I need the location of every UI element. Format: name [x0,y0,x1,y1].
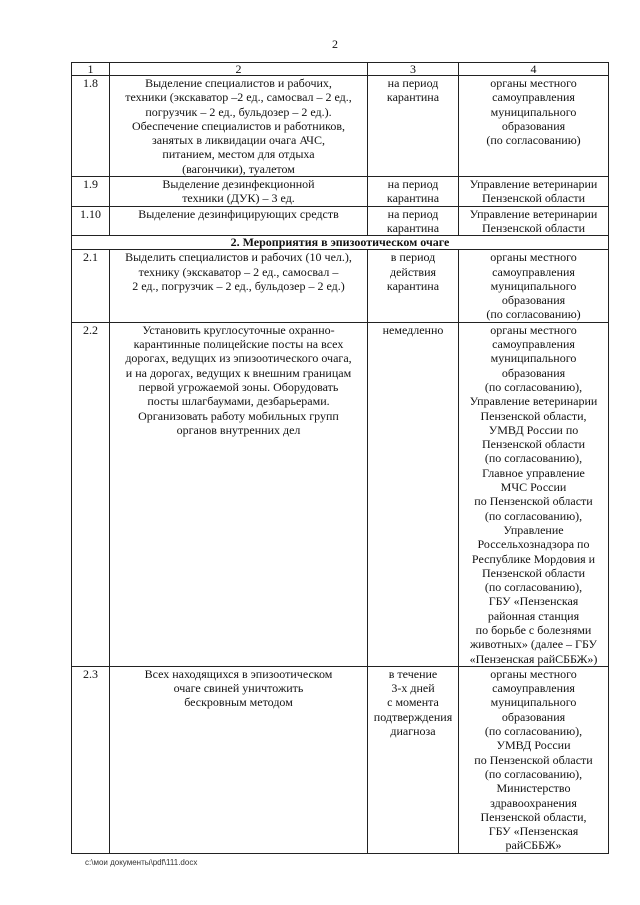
row-term: на период карантина [368,206,459,236]
row-action: Выделение дезинфекционной техники (ДУК) – 3 ед. [110,177,368,207]
row-action: Установить круглосуточные охранно- карантинные полицейские посты на всех дорогах, ведущих из эпизоотического очага, и на дорогах, ведущих к внешним границам первой угрожаемой зоны. Оборудовать посты шлагбаумами, дезбарьерами. Организовать работу мобильных групп органов внутренних дел [110,322,368,666]
row-action: Выделить специалистов и рабочих (10 чел.), технику (экскаватор – 2 ед., самосвал – 2 ед., погрузчик – 2 ед., бульдозер – 2 ед.) [110,250,368,322]
row-action: Выделение специалистов и рабочих, техники (экскаватор –2 ед., самосвал – 2 ед., погрузчик – 2 ед., бульдозер – 2 ед.). Обеспечение специалистов и работников, занятых в ликвидации очага АЧС, питанием, местом для отдыха (вагончики), туалетом [110,76,368,177]
row-term: в течение 3-х дней с момента подтверждения диагноза [368,666,459,853]
table-row [72,666,609,853]
header-col-1: 1 [72,63,110,76]
table-row [72,322,609,666]
row-number: 2.2 [72,322,110,666]
row-responsible: Управление ветеринарии Пензенской области [459,177,609,207]
row-term: в период действия карантина [368,250,459,322]
row-responsible: органы местного самоуправления муниципального образования (по согласованию), УМВД России по Пензенской области (по согласованию), Министерство здравоохранения Пензенской области, ГБУ «Пензенская райСББЖ» [459,666,609,853]
row-number: 1.8 [72,76,110,177]
row-action: Выделение дезинфицирующих средств [110,206,368,236]
section-title: 2. Мероприятия в эпизоотическом очаге [72,236,609,250]
row-action: Всех находящихся в эпизоотическом очаге свиней уничтожить бескровным методом [110,666,368,853]
header-col-2: 2 [110,63,368,76]
section-row [72,236,609,250]
measures-table [71,62,609,854]
table-row [72,250,609,322]
footer-file-path: c:\мои документы\pdf\111.docx [85,858,198,867]
row-responsible: органы местного самоуправления муниципального образования (по согласованию), Управление ветеринарии Пензенской области, УМВД России по Пензенской области (по согласованию), Главное управление МЧС России по Пензенской области (по согласованию), Управление Россельхознадзора по Республике Мордовия и Пензенской области (по согласованию), ГБУ «Пензенская районная станция по борьбе с болезнями животных» (далее – ГБУ «Пензенская райСББЖ») [459,322,609,666]
row-number: 2.3 [72,666,110,853]
header-row [72,63,609,76]
table-row [72,76,609,177]
header-col-3: 3 [368,63,459,76]
table-row [72,206,609,236]
table-row [72,177,609,207]
row-term: немедленно [368,322,459,666]
page-number: 2 [332,37,338,51]
header-col-4: 4 [459,63,609,76]
row-number: 1.10 [72,206,110,236]
row-responsible: органы местного самоуправления муниципального образования (по согласованию) [459,76,609,177]
row-number: 1.9 [72,177,110,207]
row-term: на период карантина [368,76,459,177]
row-responsible: органы местного самоуправления муниципального образования (по согласованию) [459,250,609,322]
row-term: на период карантина [368,177,459,207]
row-responsible: Управление ветеринарии Пензенской области [459,206,609,236]
row-number: 2.1 [72,250,110,322]
